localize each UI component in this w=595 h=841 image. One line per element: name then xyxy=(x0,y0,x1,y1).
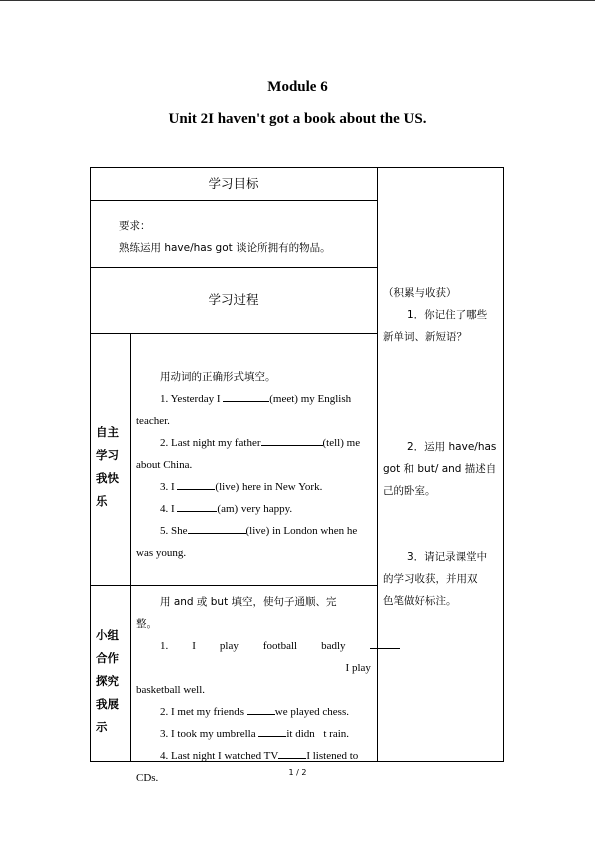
row-divider xyxy=(90,267,377,268)
group-study-instruction: 用 and 或 but 填空，使句子通顺、完 xyxy=(160,596,337,608)
notes-item: 3．请记录课堂中 xyxy=(407,551,488,563)
label-line: 自主 xyxy=(96,425,119,439)
item-text: 1. xyxy=(160,640,169,652)
exercise-item-cont: teacher. xyxy=(136,415,170,427)
item-text: 5. She xyxy=(160,525,188,537)
answer-blank[interactable] xyxy=(177,501,217,512)
group-study-content xyxy=(136,591,372,789)
notes-item-cont: 色笔做好标注。 xyxy=(383,595,457,607)
requirement-label: 要求： xyxy=(119,220,151,232)
answer-blank[interactable] xyxy=(278,748,306,759)
item-text: 3. I xyxy=(160,481,178,493)
answer-blank[interactable] xyxy=(177,479,215,490)
notes-item-cont: 新单词、新短语？ xyxy=(383,331,467,343)
exercise-item xyxy=(136,635,372,679)
label-line: 示 xyxy=(96,720,108,734)
objectives-requirement xyxy=(119,215,369,259)
exercise-item xyxy=(136,701,372,723)
item-text: (live) here in New York. xyxy=(215,481,323,493)
exercise-item xyxy=(136,388,372,410)
exercise-item xyxy=(136,723,372,745)
notes-item-cont: got 和 but/ and 描述自 xyxy=(383,463,497,475)
notes-item: 2．运用 have/has xyxy=(407,441,497,453)
item-text: 2. Last night my father xyxy=(160,437,261,449)
notes-item-cont: 的学习收获，并用双 xyxy=(383,573,478,585)
item-text: (live) in London when he xyxy=(245,525,358,537)
item-text: (meet) my English xyxy=(269,393,352,405)
exercise-item-cont: CDs. xyxy=(136,772,159,784)
self-study-content xyxy=(136,366,372,564)
notes-item: 1．你记住了哪些 xyxy=(407,309,488,321)
row-divider xyxy=(90,333,377,334)
row-divider xyxy=(90,585,377,586)
item-text: football xyxy=(262,640,298,652)
module-title: Module 6 xyxy=(267,79,328,95)
item-text: 3. I took my umbrella xyxy=(160,728,259,740)
row-divider xyxy=(90,200,377,201)
label-line: 小组 xyxy=(96,628,119,642)
notes-item-cont: 己的卧室。 xyxy=(383,485,436,497)
item-text: play xyxy=(219,640,239,652)
item-text: 1. Yesterday I xyxy=(160,393,224,405)
notes-column xyxy=(383,282,499,612)
exercise-item xyxy=(136,498,372,520)
page-number: 1 / 2 xyxy=(288,768,307,777)
item-text: 2. I met my friends xyxy=(160,706,247,718)
label-column-divider xyxy=(130,333,131,762)
answer-blank[interactable] xyxy=(261,435,323,446)
exercise-item-cont: was young. xyxy=(136,547,187,559)
exercise-item xyxy=(136,476,372,498)
label-line: 探究 xyxy=(96,674,119,688)
notes-label: （积累与收获） xyxy=(383,287,457,299)
answer-blank[interactable] xyxy=(247,704,275,715)
unit-title: Unit 2I haven't got a book about the US. xyxy=(168,111,427,127)
label-line: 我快 xyxy=(96,471,119,485)
item-text: I xyxy=(192,640,196,652)
label-line: 学习 xyxy=(96,448,119,462)
top-rule xyxy=(0,0,595,1)
exercise-item xyxy=(136,745,372,767)
answer-blank[interactable] xyxy=(370,638,400,649)
item-text: it didn t rain. xyxy=(286,728,350,740)
label-line: 乐 xyxy=(96,494,108,508)
group-study-instruction-cont: 整。 xyxy=(136,618,157,630)
answer-blank[interactable] xyxy=(258,726,286,737)
exercise-item-cont: basketball well. xyxy=(136,684,206,696)
item-text: we played chess. xyxy=(274,706,349,718)
label-line: 我展 xyxy=(96,697,119,711)
item-text: I listened to xyxy=(306,750,359,762)
exercise-item-cont: about China. xyxy=(136,459,193,471)
requirement-text: 熟练运用 have/has got 谈论所拥有的物品。 xyxy=(119,242,331,254)
exercise-item xyxy=(136,432,372,454)
item-text: 4. I xyxy=(160,503,178,515)
self-study-instruction: 用动词的正确形式填空。 xyxy=(160,371,276,383)
item-text: badly xyxy=(321,640,346,652)
answer-blank[interactable] xyxy=(188,523,246,534)
process-heading: 学习过程 xyxy=(208,292,259,307)
item-text: 4. Last night I watched TV xyxy=(160,750,279,762)
answer-blank[interactable] xyxy=(223,391,269,402)
objectives-heading: 学习目标 xyxy=(208,176,259,191)
exercise-item xyxy=(136,520,372,542)
group-study-label xyxy=(96,624,126,739)
item-text: (tell) me xyxy=(322,437,361,449)
item-text: (am) very happy. xyxy=(217,503,293,515)
item-text: I play xyxy=(345,662,371,674)
self-study-label xyxy=(96,421,126,513)
label-line: 合作 xyxy=(96,651,119,665)
